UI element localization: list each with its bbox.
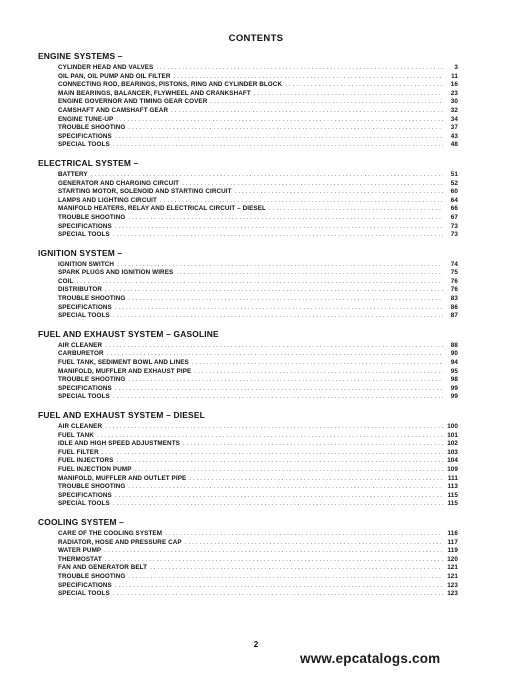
toc-entry-page: 67 bbox=[450, 213, 458, 221]
toc-section bbox=[38, 410, 458, 509]
toc-entry[interactable] bbox=[38, 231, 458, 240]
dot-leader bbox=[269, 205, 443, 214]
dot-leader bbox=[104, 547, 443, 556]
toc-entry[interactable] bbox=[38, 98, 458, 107]
toc-entry-page: 66 bbox=[450, 205, 458, 213]
toc-entry-page: 30 bbox=[450, 98, 458, 106]
toc-entry-label: DISTRIBUTOR bbox=[58, 286, 103, 294]
toc-entry-label: FUEL TANK bbox=[58, 431, 94, 439]
toc-entry[interactable] bbox=[38, 432, 458, 441]
toc-entry-page: 101 bbox=[447, 431, 458, 439]
toc-entry-label: COIL bbox=[58, 277, 74, 285]
dot-leader bbox=[116, 116, 443, 125]
toc-entry-label: SPECIFICATIONS bbox=[58, 581, 112, 589]
toc-entry-label: MANIFOLD, MUFFLER AND EXHAUST PIPE bbox=[58, 367, 192, 375]
dot-leader bbox=[165, 530, 443, 539]
toc-entry-page: 51 bbox=[450, 170, 458, 178]
toc-entry-page: 73 bbox=[450, 231, 458, 239]
dot-leader bbox=[113, 590, 443, 599]
toc-entry-page: 102 bbox=[447, 440, 458, 448]
toc-entry-label: SPECIFICATIONS bbox=[58, 384, 112, 392]
toc-entry[interactable] bbox=[38, 278, 458, 287]
watermark-url[interactable]: www.epcatalogs.com bbox=[300, 651, 441, 666]
toc-entry-page: 100 bbox=[447, 423, 458, 430]
toc-entry[interactable] bbox=[38, 376, 458, 385]
toc-entry-page: 75 bbox=[450, 269, 458, 277]
dot-leader bbox=[115, 385, 443, 394]
toc-entry-page: 115 bbox=[447, 491, 458, 499]
dot-leader bbox=[113, 141, 443, 150]
dot-leader bbox=[173, 73, 443, 82]
toc-entry[interactable] bbox=[38, 261, 458, 270]
page-title: CONTENTS bbox=[228, 33, 284, 44]
dot-leader bbox=[235, 188, 443, 197]
section-spacer bbox=[38, 240, 458, 248]
toc-entry[interactable] bbox=[38, 483, 458, 492]
toc-entry-page: 73 bbox=[450, 222, 458, 230]
dot-leader bbox=[113, 500, 443, 509]
dot-leader bbox=[97, 432, 443, 441]
toc-entry[interactable] bbox=[38, 171, 458, 180]
toc-entry[interactable] bbox=[38, 90, 458, 99]
toc-entry[interactable] bbox=[38, 214, 458, 223]
toc-entry-label: IGNITION SWITCH bbox=[58, 260, 115, 268]
dot-leader bbox=[171, 107, 443, 116]
toc-entry-label: AIR CLEANER bbox=[58, 341, 103, 349]
toc-entry-label: SPECIFICATIONS bbox=[58, 132, 112, 140]
dot-leader bbox=[116, 457, 443, 466]
toc-entry[interactable] bbox=[38, 573, 458, 582]
toc-entry[interactable] bbox=[38, 107, 458, 116]
toc-entry-page: 111 bbox=[447, 474, 458, 482]
dot-leader bbox=[128, 483, 443, 492]
dot-leader bbox=[210, 98, 443, 107]
toc-entry[interactable] bbox=[38, 492, 458, 501]
dot-leader bbox=[76, 278, 443, 287]
toc-entry[interactable] bbox=[38, 223, 458, 232]
section-spacer bbox=[38, 150, 458, 158]
dot-leader bbox=[128, 573, 443, 582]
toc-entry[interactable] bbox=[38, 449, 458, 458]
toc-entry[interactable] bbox=[38, 423, 458, 432]
dot-leader bbox=[113, 393, 443, 402]
toc-entry-page: 88 bbox=[450, 341, 458, 349]
toc-entry[interactable] bbox=[38, 197, 458, 206]
toc-entry[interactable] bbox=[38, 582, 458, 591]
toc-entry-label: IDLE AND HIGH SPEED ADJUSTMENTS bbox=[58, 440, 180, 448]
toc-entry-label: CAMSHAFT AND CAMSHAFT GEAR bbox=[58, 106, 169, 114]
toc-entry-page: 16 bbox=[450, 81, 458, 89]
toc-entry-page: 115 bbox=[447, 500, 458, 508]
toc-entry-page: 94 bbox=[450, 359, 458, 367]
dot-leader bbox=[115, 582, 443, 591]
toc-entry-page: 43 bbox=[450, 132, 458, 140]
toc-entry[interactable] bbox=[38, 530, 458, 539]
toc-entry-page: 74 bbox=[450, 260, 458, 268]
toc-entry-label: WATER PUMP bbox=[58, 547, 102, 555]
toc-entry[interactable] bbox=[38, 359, 458, 368]
dot-leader bbox=[105, 342, 443, 351]
toc-entry-label: FAN AND GENERATOR BELT bbox=[58, 564, 148, 572]
section-heading: ELECTRICAL SYSTEM – bbox=[38, 157, 139, 168]
toc-entry-label: RADIATOR, HOSE AND PRESSURE CAP bbox=[58, 538, 182, 546]
toc-entry-page: 34 bbox=[450, 115, 458, 123]
toc-entry-page: 86 bbox=[450, 303, 458, 311]
toc-entry[interactable] bbox=[38, 286, 458, 295]
toc-entry-label: MAIN BEARINGS, BALANCER, FLYWHEEL AND CRANKSHAFT bbox=[58, 89, 251, 97]
toc-entry-label: CYLINDER HEAD AND VALVES bbox=[58, 64, 154, 71]
toc-entry-page: 76 bbox=[450, 286, 458, 294]
dot-leader bbox=[176, 269, 443, 278]
toc-entry[interactable] bbox=[38, 304, 458, 313]
section-heading: FUEL AND EXHAUST SYSTEM – GASOLINE bbox=[38, 328, 219, 339]
toc-entry-label: FUEL INJECTORS bbox=[58, 457, 114, 465]
toc-entry-page: 120 bbox=[447, 555, 458, 563]
toc-entry[interactable] bbox=[38, 141, 458, 150]
toc-section bbox=[38, 51, 458, 150]
toc-entry[interactable] bbox=[38, 393, 458, 402]
toc-entry-label: OIL PAN, OIL PUMP AND OIL FILTER bbox=[58, 72, 171, 80]
dot-leader bbox=[105, 423, 443, 432]
dot-leader bbox=[115, 492, 443, 501]
toc-entry-label: SPECIAL TOOLS bbox=[58, 231, 110, 239]
toc-entry-label: TROUBLE SHOOTING bbox=[58, 483, 126, 491]
dot-leader bbox=[128, 214, 443, 223]
dot-leader bbox=[189, 475, 443, 484]
toc-entry[interactable] bbox=[38, 564, 458, 573]
toc-entry-label: SPECIAL TOOLS bbox=[58, 312, 110, 320]
toc-entry-label: SPECIFICATIONS bbox=[58, 303, 112, 311]
dot-leader bbox=[115, 304, 443, 313]
toc-entry[interactable] bbox=[38, 295, 458, 304]
toc-entry[interactable] bbox=[38, 81, 458, 90]
table-of-contents bbox=[38, 51, 458, 599]
toc-entry[interactable] bbox=[38, 342, 458, 351]
toc-entry-label: SPECIFICATIONS bbox=[58, 491, 112, 499]
toc-entry-page: 121 bbox=[447, 572, 458, 580]
section-spacer bbox=[38, 321, 458, 329]
toc-entry-label: SPECIAL TOOLS bbox=[58, 590, 110, 598]
toc-entry-label: AIR CLEANER bbox=[58, 423, 103, 430]
toc-entry-page: 23 bbox=[450, 89, 458, 97]
dot-leader bbox=[194, 368, 443, 377]
toc-entry-page: 99 bbox=[450, 384, 458, 392]
dot-leader bbox=[105, 556, 443, 565]
toc-entry-page: 76 bbox=[450, 277, 458, 285]
section-spacer bbox=[38, 509, 458, 517]
toc-entry-page: 113 bbox=[447, 483, 458, 491]
toc-entry[interactable] bbox=[38, 116, 458, 125]
toc-entry-page: 48 bbox=[450, 141, 458, 149]
toc-entry-page: 117 bbox=[447, 538, 458, 546]
toc-entry-label: SPARK PLUGS AND IGNITION WIRES bbox=[58, 269, 174, 277]
toc-entry-page: 87 bbox=[450, 312, 458, 320]
dot-leader bbox=[182, 180, 443, 189]
section-heading: FUEL AND EXHAUST SYSTEM – DIESEL bbox=[38, 410, 205, 420]
dot-leader bbox=[117, 261, 443, 270]
dot-leader bbox=[135, 466, 443, 475]
toc-entry[interactable] bbox=[38, 556, 458, 565]
toc-entry-page: 11 bbox=[451, 72, 458, 80]
toc-entry[interactable] bbox=[38, 350, 458, 359]
toc-entry-label: TROUBLE SHOOTING bbox=[58, 295, 126, 303]
toc-section bbox=[38, 158, 458, 240]
dot-leader bbox=[185, 539, 443, 548]
toc-section bbox=[38, 329, 458, 402]
toc-entry-page: 32 bbox=[450, 106, 458, 114]
toc-entry[interactable] bbox=[38, 269, 458, 278]
toc-entry-page: 37 bbox=[450, 124, 458, 132]
dot-leader bbox=[254, 90, 443, 99]
dot-leader bbox=[105, 286, 443, 295]
toc-section bbox=[38, 248, 458, 321]
dot-leader bbox=[113, 231, 443, 240]
section-heading: COOLING SYSTEM – bbox=[38, 516, 125, 527]
toc-entry-label: FUEL FILTER bbox=[58, 448, 99, 456]
toc-entry-page: 119 bbox=[447, 547, 458, 555]
toc-entry-page: 60 bbox=[450, 188, 458, 196]
toc-entry-page: 98 bbox=[450, 376, 458, 384]
toc-section bbox=[38, 517, 458, 599]
toc-entry-page: 123 bbox=[447, 581, 458, 589]
toc-entry-label: ENGINE GOVERNOR AND TIMING GEAR COVER bbox=[58, 98, 208, 106]
toc-entry-label: TROUBLE SHOOTING bbox=[58, 572, 126, 580]
toc-entry[interactable] bbox=[38, 385, 458, 394]
toc-entry[interactable] bbox=[38, 457, 458, 466]
dot-leader bbox=[192, 359, 443, 368]
toc-entry-label: ENGINE TUNE-UP bbox=[58, 115, 114, 123]
toc-entry-page: 3 bbox=[454, 64, 458, 71]
dot-leader bbox=[91, 171, 443, 180]
toc-entry-page: 90 bbox=[450, 350, 458, 358]
section-spacer bbox=[38, 402, 458, 410]
dot-leader bbox=[115, 223, 443, 232]
toc-entry-page: 104 bbox=[447, 457, 458, 465]
dot-leader bbox=[128, 295, 443, 304]
toc-entry[interactable] bbox=[38, 500, 458, 509]
toc-entry-label: THERMOSTAT bbox=[58, 555, 102, 563]
toc-entry-label: SPECIFICATIONS bbox=[58, 222, 112, 230]
dot-leader bbox=[128, 124, 443, 133]
toc-entry[interactable] bbox=[38, 466, 458, 475]
toc-entry-label: TROUBLE SHOOTING bbox=[58, 213, 126, 221]
dot-leader bbox=[113, 312, 443, 321]
toc-entry-page: 103 bbox=[447, 448, 458, 456]
toc-entry-label: TROUBLE SHOOTING bbox=[58, 124, 126, 132]
toc-entry-label: FUEL INJECTION PUMP bbox=[58, 465, 132, 473]
toc-entry[interactable] bbox=[38, 590, 458, 599]
toc-entry[interactable] bbox=[38, 124, 458, 133]
toc-entry-page: 52 bbox=[450, 179, 458, 187]
toc-entry[interactable] bbox=[38, 188, 458, 197]
dot-leader bbox=[115, 133, 443, 142]
toc-entry-page: 99 bbox=[450, 393, 458, 401]
dot-leader bbox=[183, 440, 443, 449]
toc-entry-page: 95 bbox=[450, 367, 458, 375]
toc-entry-page: 64 bbox=[450, 196, 458, 204]
toc-entry[interactable] bbox=[38, 312, 458, 321]
toc-entry-label: CARBURETOR bbox=[58, 350, 104, 358]
toc-entry-label: CONNECTING ROD, BEARINGS, PISTONS, RING AND CYLINDER BLOCK bbox=[58, 81, 283, 89]
toc-entry[interactable] bbox=[38, 180, 458, 189]
toc-entry-page: 121 bbox=[447, 564, 458, 572]
toc-entry[interactable] bbox=[38, 539, 458, 548]
page-number: 2 bbox=[253, 640, 259, 649]
toc-entry-label: MANIFOLD HEATERS, RELAY AND ELECTRICAL CIRCUIT – DIESEL bbox=[58, 205, 266, 213]
toc-entry[interactable] bbox=[38, 440, 458, 449]
toc-entry-label: FUEL TANK, SEDIMENT BOWL AND LINES bbox=[58, 359, 189, 367]
dot-leader bbox=[107, 350, 443, 359]
toc-entry-label: STARTING MOTOR, SOLENOID AND STARTING CIRCUIT bbox=[58, 188, 232, 196]
dot-leader bbox=[128, 376, 443, 385]
section-heading: IGNITION SYSTEM – bbox=[38, 247, 123, 258]
toc-entry-page: 116 bbox=[447, 529, 458, 537]
toc-entry[interactable] bbox=[38, 368, 458, 377]
toc-entry-label: GENERATOR AND CHARGING CIRCUIT bbox=[58, 179, 180, 187]
dot-leader bbox=[150, 564, 443, 573]
toc-entry[interactable] bbox=[38, 547, 458, 556]
dot-leader bbox=[285, 81, 443, 90]
toc-entry-label: CARE OF THE COOLING SYSTEM bbox=[58, 529, 163, 537]
toc-entry-page: 83 bbox=[450, 295, 458, 303]
toc-entry-page: 123 bbox=[447, 590, 458, 598]
toc-entry[interactable] bbox=[38, 133, 458, 142]
toc-entry[interactable] bbox=[38, 475, 458, 484]
toc-entry-page: 109 bbox=[447, 465, 458, 473]
toc-entry-label: SPECIAL TOOLS bbox=[58, 141, 110, 149]
toc-entry-label: SPECIAL TOOLS bbox=[58, 393, 110, 401]
toc-entry-label: TROUBLE SHOOTING bbox=[58, 376, 126, 384]
toc-entry-label: MANIFOLD, MUFFLER AND OUTLET PIPE bbox=[58, 474, 187, 482]
toc-entry[interactable] bbox=[38, 64, 458, 73]
toc-entry-label: BATTERY bbox=[58, 170, 88, 178]
dot-leader bbox=[160, 197, 443, 206]
toc-entry[interactable] bbox=[38, 73, 458, 82]
section-heading: ENGINE SYSTEMS – bbox=[38, 51, 123, 61]
toc-entry-label: LAMPS AND LIGHTING CIRCUIT bbox=[58, 196, 157, 204]
toc-entry-label: SPECIAL TOOLS bbox=[58, 500, 110, 508]
dot-leader bbox=[102, 449, 443, 458]
toc-entry[interactable] bbox=[38, 205, 458, 214]
dot-leader bbox=[156, 64, 443, 73]
